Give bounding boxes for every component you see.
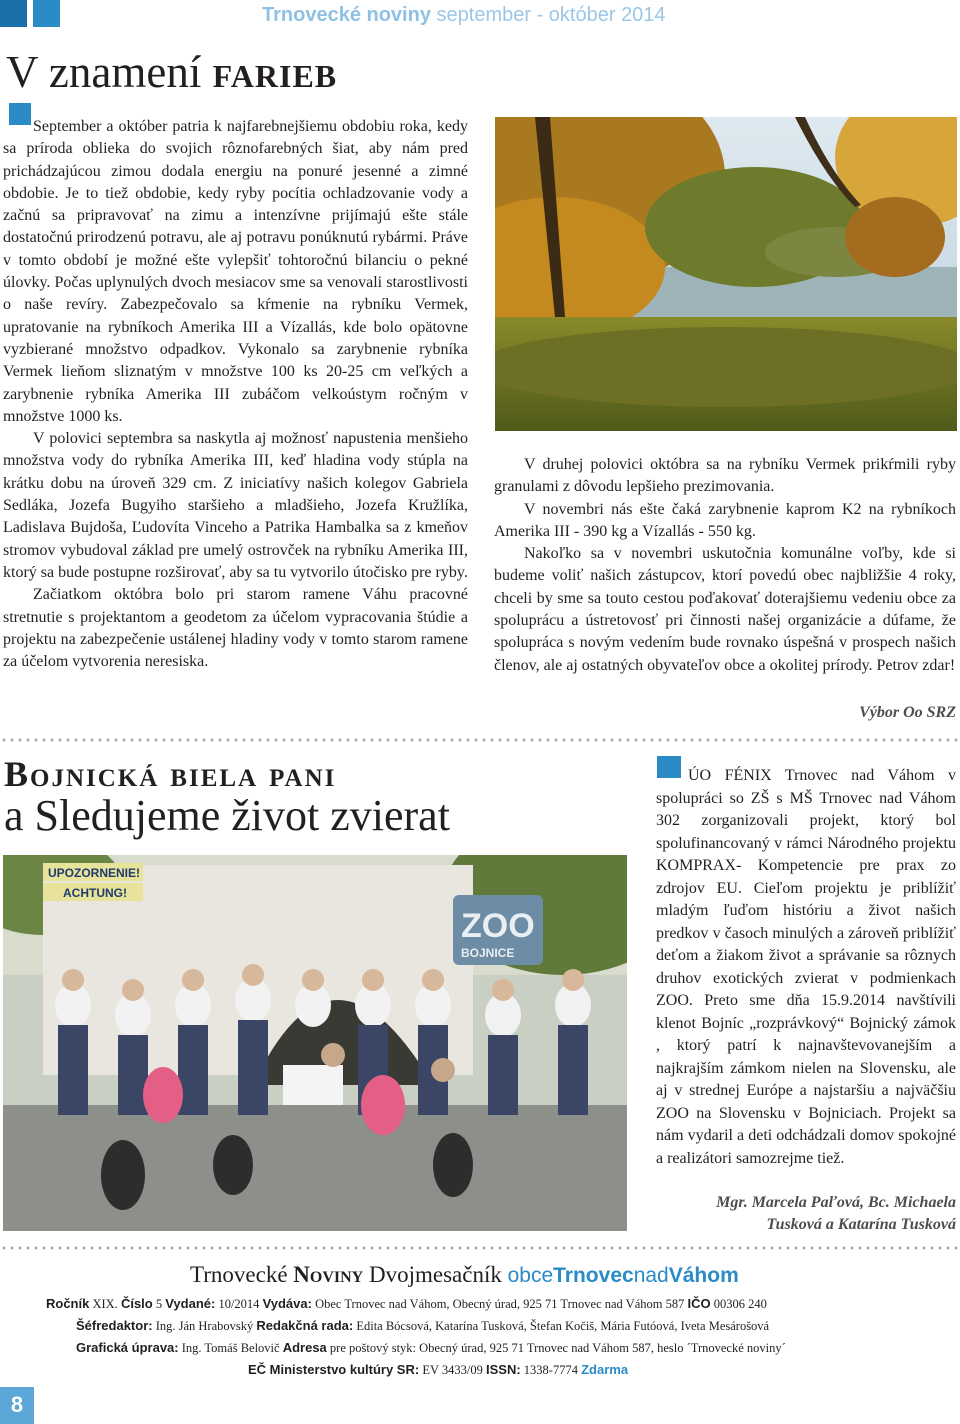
- article2-body-column: [656, 765, 956, 1170]
- article1-signature: Výbor Oo SRZ: [859, 704, 956, 721]
- autumn-pond-photo: [495, 117, 957, 431]
- article2-paragraph: ÚO FÉNIX Trnovec nad Váhom v spolupráci so ZŠ s MŠ Trnovec nad Váhom 302 zorganizovali projekt, ktorý bol spolufinancovaný v rámci Národného projektu KOMPRAX- Kompetencie pre prax zo zdrojov EU. Cieľom projektu je priblížiť mladým ľuďom históriu a život našich predkov v časoch minulých a zároveň priblížiť deťom a žiakom život a správanie sa rôznych druhov exotických zvierat v podmienkach ZOO. Preto sme dňa 15.9.2014 navštívili klenot Bojníc „rozprávkový“ Bojnický zámok , ktorý patrí k najnavštevovanejším a najkrajším zámkom nielen na Slovensku, ale aj v strednej Európe a najstaršiu a najväčšiu ZOO na Slovensku v Bojniciach. Projekt sa nám vydaril a deti odchádzali domov spokojné a realizátori samozrejme tiež.: [656, 767, 956, 1167]
- footer-line-1: Ročník XIX. Číslo 5 Vydané: 10/2014 Vydáva: Obec Trnovec nad Váhom, Obecný úrad, 925 71 Trnovec nad Váhom 587 IČO 00306 240: [46, 1296, 767, 1311]
- page-number: 8: [0, 1387, 34, 1424]
- section-divider: [0, 738, 960, 742]
- article2-signature-line1: Mgr. Marcela Paľová, Bc. Michaela: [716, 1194, 956, 1211]
- free-label: Zdarma: [581, 1362, 629, 1377]
- article1-right-column: [494, 454, 956, 677]
- article1-paragraph-2: V polovici septembra sa naskytla aj možnosť napustenia menšieho množstva vody do rybníka Amerika III, keď hladina vody stúpla na krátku dobu na úroveň 329 cm. Z iniciatívy našich kolegov Gabriela Sedláka, Jozefa Bugyiho staršieho a mladšieho, Jozefa Kružlíka, Ladislava Bujdoša, Ľudovíta Vinceho a Patrika Hambalka sa z kmeňov stromov vybudoval základ pre umelý ostrovček na rybníku Amerika III, ktorý sa bude postupne rozširovať, aby sa tu vytvorilo útočisko pre ryby.: [3, 430, 468, 581]
- masthead: [262, 4, 952, 27]
- article1-left-column: [3, 116, 468, 673]
- article1-paragraph-5: V novembri nás ešte čaká zarybnenie kaprom K2 na rybníkoch Amerika III - 390 kg a Vízallás - 550 kg.: [494, 500, 956, 540]
- municipality-logo: obceTrnovecnadVáhom: [507, 1264, 739, 1287]
- article1-paragraph-3: Začiatkom októbra bolo pri starom ramene Váhu pracovné stretnutie s projektantom a geodetom za účelom vypracovania štúdie a projektu na zabezpečenie ustálenej hladiny vody v tomto starom ramene za účelom vytvorenia neresiska.: [3, 586, 468, 671]
- sign-zoo: ZOO: [461, 907, 535, 945]
- sign-bojnice: BOJNICE: [461, 946, 515, 960]
- article1-paragraph-4: V druhej polovici októbra sa na rybníku Vermek prikŕmili ryby granulami z dôvodu lepšieho prezimovania.: [494, 456, 956, 496]
- masthead-title: Trnovecké noviny: [262, 4, 431, 26]
- zoo-group-photo: [3, 855, 627, 1231]
- sign-achtung: ACHTUNG!: [63, 886, 127, 900]
- article2-title-line2: a Sledujeme život zvierat: [4, 791, 450, 840]
- article1-paragraph-6: Nakoľko sa v novembri uskutočnia komunálne voľby, kde si budeme voliť našich zástupcov, ktorí povedú obec najbližšie 4 roky, chceli by sme sa touto cestou poďakovať doterajšiemu vedeniu obce za spoluprácu a ústretovosť pri činnosti našej organizácie a dúfame, že spolupráca s novým vedením bude rovnako úspešná v prospech našich členov, ale aj ostatných obyvateľov obce a okolitej prírody. Petrov zdar!: [494, 545, 956, 674]
- article1-paragraph-1: September a október patria k najfarebnejšiemu obdobiu roka, kedy sa príroda oblieka do svojich rôznofarebných šiat, aby nám pred prichádzajúcou zimou dodala energiu na ponuré jesenné a zimné obdobie. Je to tiež obdobie, kedy ryby pocítia ochladzovanie vody a začnú sa pripravovať na zimu a intenzívne prijímajú ešte stále dostatočnú prirodzenú potravu, ale aj potravu ponúknutú rybármi. Práve v tomto období je možné ešte vylepšiť tohtoročnú bilanciu o pekné úlovky. Počas uplynulých dvoch mesiacov sme sa venovali starostlivosti o naše revíry. Zabezpečovalo sa kŕmenie na rybníku Vermek, upratovanie na rybníkoch Amerika III a Vízallás, kde bolo opätovne vyzbierané množstvo odpadkov. Vykonalo sa zarybnenie rybníka Vermek lieňom sliznatým v množstve 100 ks 20-25 cm veľkých a zarybnenie rybníka Amerika III zubáčom velkoústym ročným v množstve 1000 ks.: [3, 118, 468, 425]
- masthead-issue: september - október 2014: [436, 4, 666, 26]
- footer-line-4: EČ Ministerstvo kultúry SR: EV 3433/09 ISSN: 1338-7774 Zdarma: [248, 1362, 629, 1377]
- footer-divider: [0, 1246, 960, 1250]
- footer-line-2: Šéfredaktor: Ing. Ján Hrabovský Redakčná rada: Edita Bócsová, Katarína Tusková, Štefan Kočiš, Mária Futóová, Iveta Mesárošová: [76, 1318, 770, 1333]
- header-square-light: [33, 0, 60, 27]
- article1-title: V znamení farieb: [6, 47, 338, 97]
- article2-title-line1: Bojnická biela pani: [4, 754, 337, 794]
- footer-line-3: Grafická úprava: Ing. Tomáš Belovič Adresa pre poštový styk: Obecný úrad, 925 71 Trnovec nad Váhom 587, heslo ´Trnovecké noviny´: [76, 1340, 786, 1355]
- sign-upozornenie: UPOZORNENIE!: [48, 866, 141, 880]
- article2-signature-line2: Tusková a Katarína Tusková: [766, 1216, 956, 1233]
- header-square-dark: [0, 0, 27, 27]
- footer-title: Trnovecké Noviny Dvojmesačník obceTrnovecnadVáhom: [190, 1262, 739, 1287]
